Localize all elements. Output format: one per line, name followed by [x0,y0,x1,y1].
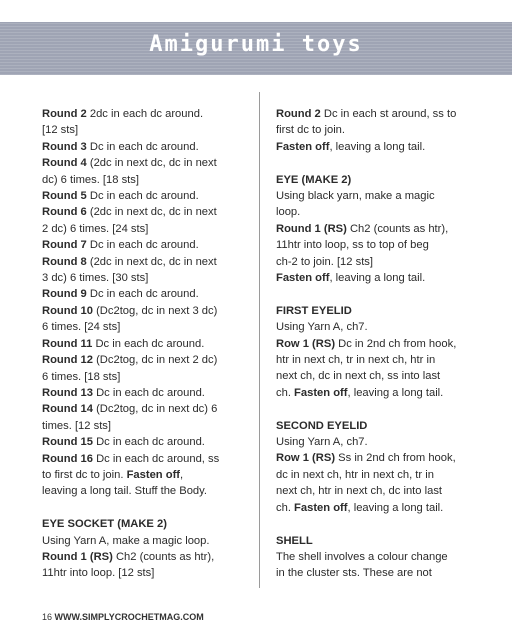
pattern-line [42,483,252,499]
pattern-line [276,483,476,499]
step-text: in the cluster sts. These are not [276,567,432,580]
step-text: (2dc in next dc, dc in next [86,206,217,219]
step-text: Ss in 2nd ch from hook, [335,452,456,465]
step-label: Round 15 [42,436,93,449]
pattern-line [42,221,252,237]
pattern-line [42,270,252,286]
paragraph-spacer [276,516,476,532]
emphasis-text: Fasten off [294,501,348,514]
pattern-line [42,319,252,335]
step-label: Round 2 [42,108,87,120]
pattern-line [276,188,476,204]
pattern-line [42,188,252,204]
step-text: 6 times. [18 sts] [42,370,121,383]
step-text: leaving a long tail. Stuff the Body. [42,485,208,498]
step-text: htr in next ch, tr in next ch, htr in [276,354,436,367]
section-heading: FIRST EYELID [276,304,352,317]
step-label: Round 1 (RS) [276,222,347,235]
pattern-line [42,451,252,467]
pattern-line [276,336,476,352]
pattern-line [276,500,476,516]
step-label: Round 2 [276,108,321,120]
step-label: Fasten off [276,140,330,153]
pattern-line [42,303,252,319]
footer-website: WWW.SIMPLYCROCHETMAG.COM [54,612,204,622]
step-label: Round 9 [42,288,87,301]
pattern-line [42,549,252,565]
paragraph-spacer [276,401,476,417]
step-label: Row 1 (RS) [276,452,336,465]
step-text: , leaving a long tail. [347,501,444,514]
step-label: Round 16 [42,452,93,465]
step-text: ch. [276,501,295,514]
step-label: Fasten off [276,272,330,285]
paragraph-spacer [276,286,476,302]
pattern-line [42,254,252,270]
step-text: Dc in each dc around. [92,337,205,350]
step-text: 2dc in each dc around. [86,108,204,120]
step-text: Dc in each dc around. [86,140,199,153]
step-text: 2 dc) 6 times. [24 sts] [42,222,149,235]
paragraph-spacer [276,155,476,171]
pattern-line [42,237,252,253]
pattern-line [276,549,476,565]
pattern-line [276,352,476,368]
pattern-line [276,237,476,253]
step-text: , leaving a long tail. [329,140,426,153]
step-text: , [180,468,184,481]
step-label: Round 5 [42,190,87,203]
step-label: Round 7 [42,239,87,252]
step-text: Ch2 (counts as htr), [112,550,215,563]
step-label: Round 13 [42,386,93,399]
pattern-line [42,106,252,122]
pattern-line [276,385,476,401]
step-text: first dc to join. [276,124,346,137]
step-text: 6 times. [24 sts] [42,321,121,334]
step-text: 11htr into loop, ss to top of beg [276,239,429,252]
step-text: Dc in each dc around. [86,288,199,301]
step-text: Using Yarn A, make a magic loop. [42,534,210,547]
step-text: Dc in 2nd ch from hook, [335,337,457,350]
pattern-line [276,450,476,466]
step-label: Round 8 [42,255,87,268]
emphasis-text: Fasten off [126,468,181,481]
step-text: (Dc2tog, dc in next dc) 6 [92,403,218,416]
pattern-line [42,204,252,220]
section-heading: EYE SOCKET (MAKE 2) [42,518,167,531]
step-text: (2dc in next dc, dc in next [86,255,217,268]
step-text: Dc in each dc around. [92,436,205,449]
section-heading: SHELL [276,534,313,547]
pattern-line [42,418,252,434]
emphasis-text: Fasten off [294,386,348,399]
pattern-line [42,533,252,549]
step-text: Using Yarn A, ch7. [276,321,368,334]
step-text: Dc in each dc around. [86,190,199,203]
step-text: ch-2 to join. [12 sts] [276,255,374,268]
pattern-line [276,434,476,450]
pattern-line [276,467,476,483]
right-column-pattern-text [276,106,476,582]
pattern-line [42,352,252,368]
step-text: Dc in each dc around. [92,386,205,399]
pattern-line [42,286,252,302]
pattern-line [276,270,476,286]
section-header-banner [0,22,512,75]
step-label: Round 14 [42,403,93,416]
step-text: The shell involves a colour change [276,550,448,563]
pattern-line [42,401,252,417]
step-label: Round 11 [42,337,93,350]
pattern-line [42,172,252,188]
step-text: loop. [276,206,301,219]
pattern-line [276,122,476,138]
step-text: [12 sts] [42,124,79,137]
step-text: 11htr into loop. [12 sts] [42,567,155,580]
step-text: times. [12 sts] [42,419,112,432]
step-label: Row 1 (RS) [276,337,336,350]
pattern-line [276,565,476,581]
step-label: Round 1 (RS) [42,550,113,563]
step-text: Using Yarn A, ch7. [276,436,368,449]
step-label: Round 4 [42,157,87,170]
step-text: Dc in each st around, ss to [320,108,457,120]
section-heading: EYE (MAKE 2) [276,173,352,186]
pattern-line [42,434,252,450]
step-text: Dc in each dc around, ss [92,452,220,465]
step-text: Dc in each dc around. [86,239,199,252]
step-text: next ch, htr in next ch, dc into last [276,485,443,498]
pattern-line [42,155,252,171]
pattern-line [276,106,476,122]
page-number: 16 [42,612,53,622]
step-text: (Dc2tog, dc in next 3 dc) [92,304,218,317]
paragraph-spacer [42,500,252,516]
pattern-line [42,122,252,138]
section-title: Amigurumi toys [149,32,363,57]
pattern-line [42,467,252,483]
step-label: Round 3 [42,140,87,153]
step-text: dc) 6 times. [18 sts] [42,173,139,186]
step-text: dc in next ch, htr in next ch, tr in [276,468,434,481]
pattern-line [276,204,476,220]
section-heading: SECOND EYELID [276,419,368,432]
step-text: Ch2 (counts as htr), [346,222,449,235]
step-text: 3 dc) 6 times. [30 sts] [42,272,149,285]
step-text: (Dc2tog, dc in next 2 dc) [92,354,218,367]
pattern-line [276,319,476,335]
pattern-line [42,565,252,581]
pattern-line [276,221,476,237]
step-label: Round 10 [42,304,93,317]
left-column-pattern-text [42,106,252,582]
pattern-line [276,368,476,384]
pattern-line [42,139,252,155]
step-text: Using black yarn, make a magic [276,190,435,203]
pattern-line [42,385,252,401]
pattern-line [42,369,252,385]
step-text: next ch, dc in next ch, ss into last [276,370,441,383]
column-divider [259,92,260,588]
step-text: ch. [276,386,295,399]
step-label: Round 6 [42,206,87,219]
step-text: (2dc in next dc, dc in next [86,157,217,170]
step-label: Round 12 [42,354,93,367]
step-text: , leaving a long tail. [347,386,444,399]
step-text: , leaving a long tail. [329,272,426,285]
pattern-line [42,336,252,352]
page-footer [42,612,204,622]
step-text: to first dc to join. [42,468,127,481]
pattern-line [276,254,476,270]
pattern-line [276,139,476,155]
